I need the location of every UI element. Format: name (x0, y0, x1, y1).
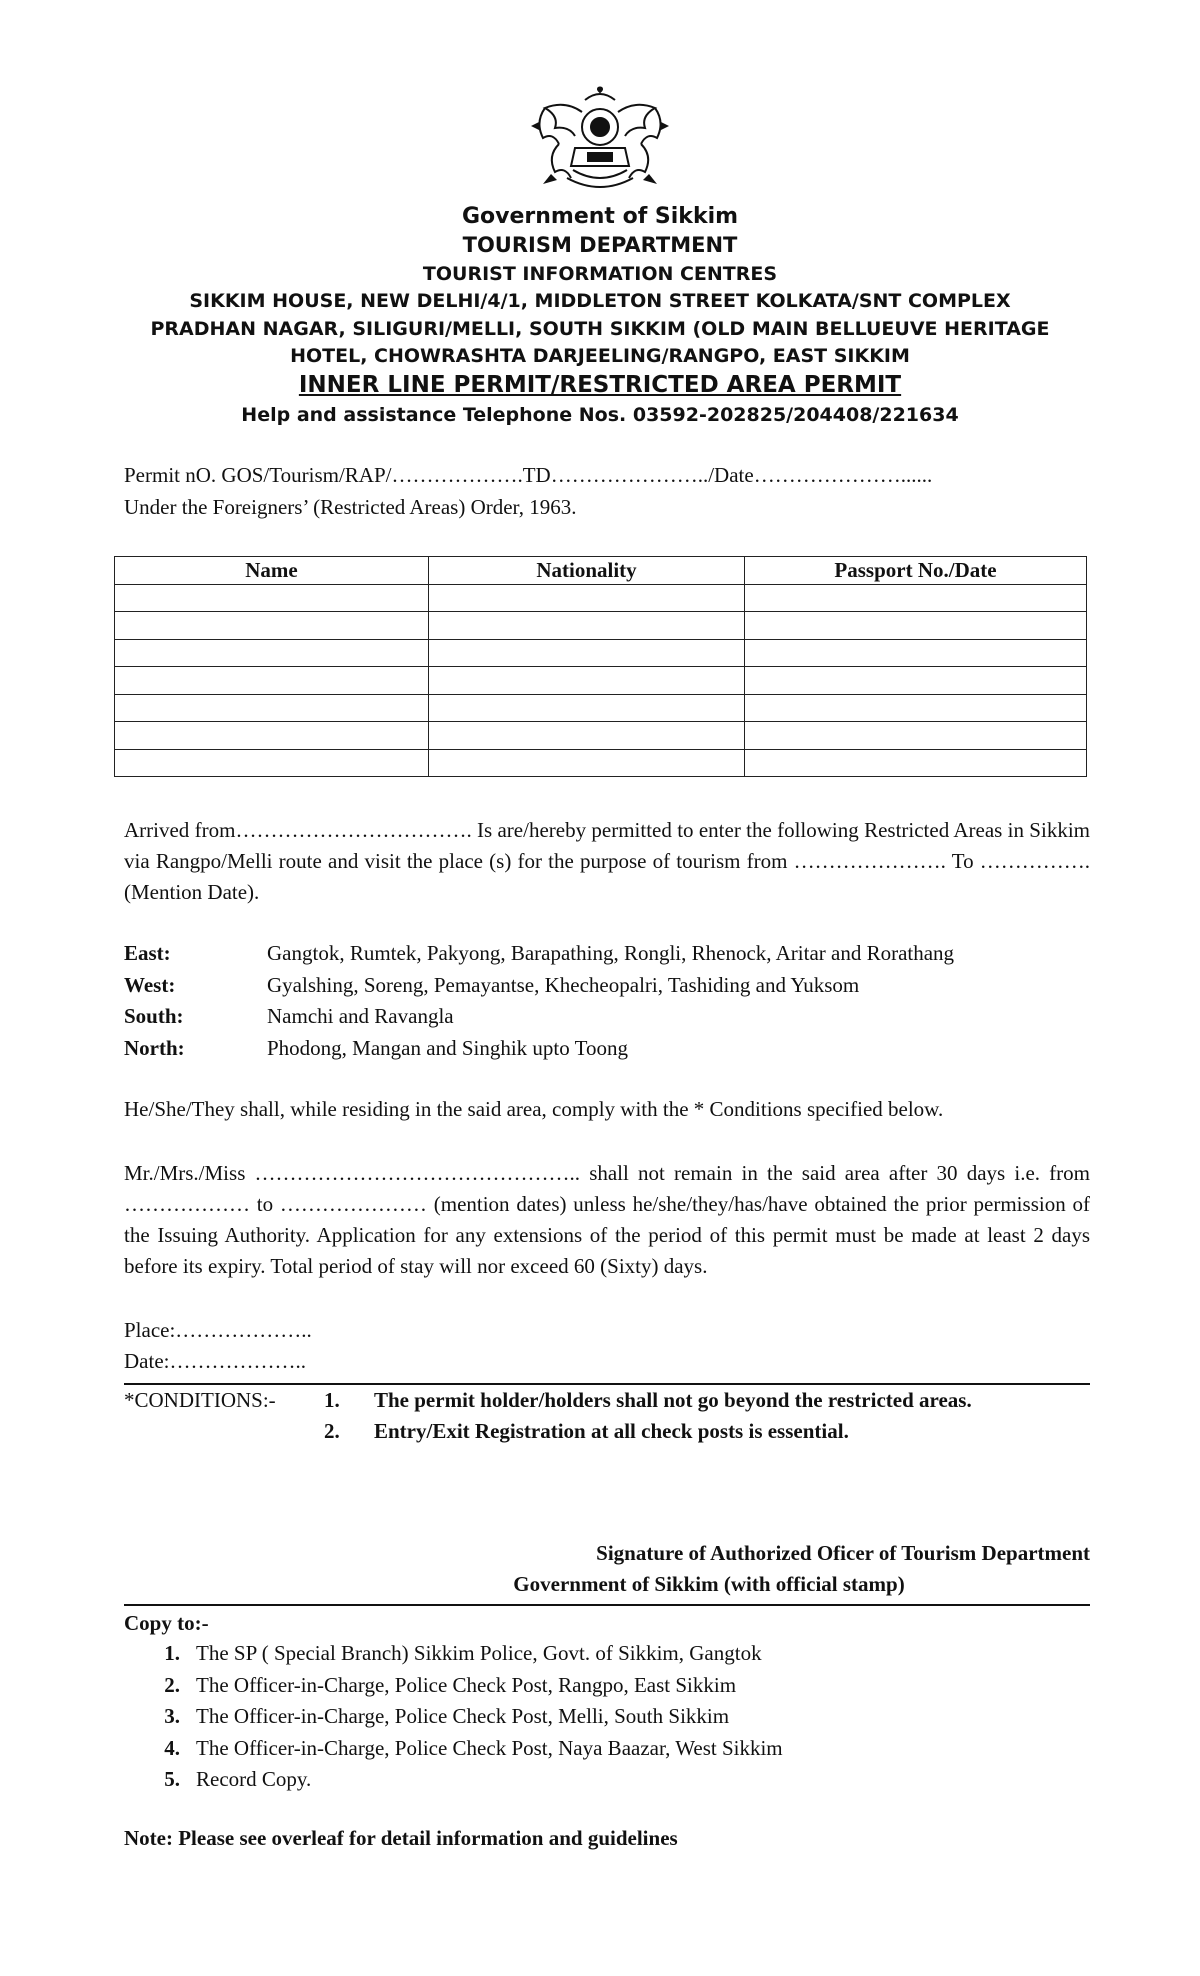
list-item (124, 1733, 783, 1765)
copy-recipient: The Officer-in-Charge, Police Check Post, Melli, South Sikkim (196, 1704, 730, 1729)
area-places: Phodong, Mangan and Singhik upto Toong (267, 1035, 628, 1060)
copy-to-label: Copy to:- (124, 1611, 209, 1635)
nationality-cell[interactable] (429, 694, 745, 722)
area-places: Gyalshing, Soreng, Pemayantse, Khecheopalri, Tashiding and Yuksom (267, 972, 860, 997)
column-header-name: Name (115, 557, 429, 585)
table-header-row (115, 557, 1087, 585)
name-cell[interactable] (115, 694, 429, 722)
area-places: Namchi and Ravangla (267, 1004, 454, 1029)
copy-recipient: The Officer-in-Charge, Police Check Post, Rangpo, East Sikkim (196, 1672, 737, 1697)
column-header-passport: Passport No./Date (745, 557, 1087, 585)
area-region: North: (124, 1035, 185, 1060)
name-cell[interactable] (115, 639, 429, 667)
table-row (115, 667, 1087, 695)
table-row (115, 694, 1087, 722)
table-row (115, 612, 1087, 640)
list-item (124, 938, 954, 970)
copy-number: 4. (164, 1735, 180, 1760)
name-cell[interactable] (115, 749, 429, 777)
passport-cell[interactable] (745, 612, 1087, 640)
passport-cell[interactable] (745, 584, 1087, 612)
conditions-label: *CONDITIONS:- (124, 1388, 276, 1412)
nationality-cell[interactable] (429, 584, 745, 612)
table-row (115, 749, 1087, 777)
signature-line2: Government of Sikkim (with official stamp) (513, 1572, 905, 1596)
nationality-cell[interactable] (429, 667, 745, 695)
passport-cell[interactable] (745, 667, 1087, 695)
header-address-line2: PRADHAN NAGAR, SILIGURI/MELLI, SOUTH SIKKIM (OLD MAIN BELLUEUVE HERITAGE (150, 318, 1050, 340)
nationality-cell[interactable] (429, 639, 745, 667)
copy-number: 3. (164, 1704, 180, 1729)
conditions-block (124, 1385, 1090, 1447)
passport-cell[interactable] (745, 722, 1087, 750)
overleaf-note: Note: Please see overleaf for detail information and guidelines (124, 1826, 678, 1850)
copy-recipient: The Officer-in-Charge, Police Check Post, Naya Baazar, West Sikkim (196, 1735, 783, 1760)
table-row (115, 722, 1087, 750)
divider (124, 1604, 1090, 1606)
copy-recipient: Record Copy. (196, 1767, 312, 1792)
table-row (115, 639, 1087, 667)
area-region: West: (124, 972, 176, 997)
passport-cell[interactable] (745, 749, 1087, 777)
restricted-areas-list (124, 938, 954, 1064)
place-field: Place:……………….. (124, 1318, 312, 1342)
copy-number: 2. (164, 1672, 180, 1697)
arrival-paragraph: Arrived from……………………………. Is are/hereby permitted to enter the following Restricted Areas in Sikkim via Rangpo/Melli route and visit the place (s) for the purpose of tourism from …………………. To ……………. (Mention Date). (124, 818, 1090, 904)
header-address-line1: SIKKIM HOUSE, NEW DELHI/4/1, MIDDLETON STREET KOLKATA/SNT COMPLEX (189, 290, 1011, 312)
compliance-statement: He/She/They shall, while residing in the said area, comply with the * Conditions specified below. (124, 1097, 944, 1121)
permit-number-line: Permit nO. GOS/Tourism/RAP/……………….TD…………………../Date…………………...... (124, 463, 933, 487)
copy-number: 5. (164, 1767, 180, 1792)
area-places: Gangtok, Rumtek, Pakyong, Barapathing, Rongli, Rhenock, Aritar and Rorathang (267, 941, 955, 966)
passport-cell[interactable] (745, 639, 1087, 667)
name-cell[interactable] (115, 612, 429, 640)
date-field: Date:……………….. (124, 1349, 306, 1373)
nationality-cell[interactable] (429, 722, 745, 750)
nationality-cell[interactable] (429, 612, 745, 640)
state-emblem-icon (525, 82, 675, 194)
list-item (124, 1001, 954, 1033)
list-item (124, 1670, 783, 1702)
list-item (124, 1033, 954, 1065)
nationality-cell[interactable] (429, 749, 745, 777)
area-region: South: (124, 1004, 184, 1029)
name-cell[interactable] (115, 584, 429, 612)
header-address-line3: HOTEL, CHOWRASHTA DARJEELING/RANGPO, EAST SIKKIM (290, 345, 910, 367)
header-centres: TOURIST INFORMATION CENTRES (422, 263, 778, 285)
condition-text: The permit holder/holders shall not go beyond the restricted areas. (374, 1388, 972, 1412)
condition-item (124, 1385, 1090, 1416)
header-department: TOURISM DEPARTMENT (462, 233, 738, 257)
helpline-numbers: Help and assistance Telephone Nos. 03592-202825/204408/221634 (241, 404, 959, 426)
area-region: East: (124, 941, 171, 966)
list-item (124, 970, 954, 1002)
applicant-table (114, 556, 1087, 777)
condition-number: 1. (324, 1388, 340, 1412)
table-row (115, 584, 1087, 612)
list-item (124, 1764, 783, 1796)
permit-title: INNER LINE PERMIT/RESTRICTED AREA PERMIT (298, 372, 902, 398)
header-government: Government of Sikkim (461, 204, 739, 229)
condition-text: Entry/Exit Registration at all check posts is essential. (374, 1419, 849, 1443)
list-item (124, 1638, 783, 1670)
name-cell[interactable] (115, 722, 429, 750)
signature-line1: Signature of Authorized Oficer of Tourism Department (596, 1541, 1090, 1565)
column-header-nationality: Nationality (429, 557, 745, 585)
condition-number: 2. (324, 1419, 340, 1443)
copy-recipient: The SP ( Special Branch) Sikkim Police, Govt. of Sikkim, Gangtok (196, 1641, 762, 1666)
condition-item (124, 1416, 1090, 1447)
passport-cell[interactable] (745, 694, 1087, 722)
copy-to-list (124, 1638, 783, 1796)
order-line: Under the Foreigners’ (Restricted Areas) Order, 1963. (124, 495, 577, 519)
copy-number: 1. (164, 1641, 180, 1666)
stay-paragraph: Mr./Mrs./Miss ……………………………………….. shall not remain in the said area after 30 days i.e. from ……………… to ………………… (mention dates) unless he/she/they/has/have obtained the prior permission of the Issuing Authority. Application for any extensions of the period of this permit must be made at least 2 days before its expiry. Total period of stay will nor exceed 60 (Sixty) days. (124, 1161, 1090, 1278)
name-cell[interactable] (115, 667, 429, 695)
list-item (124, 1701, 783, 1733)
